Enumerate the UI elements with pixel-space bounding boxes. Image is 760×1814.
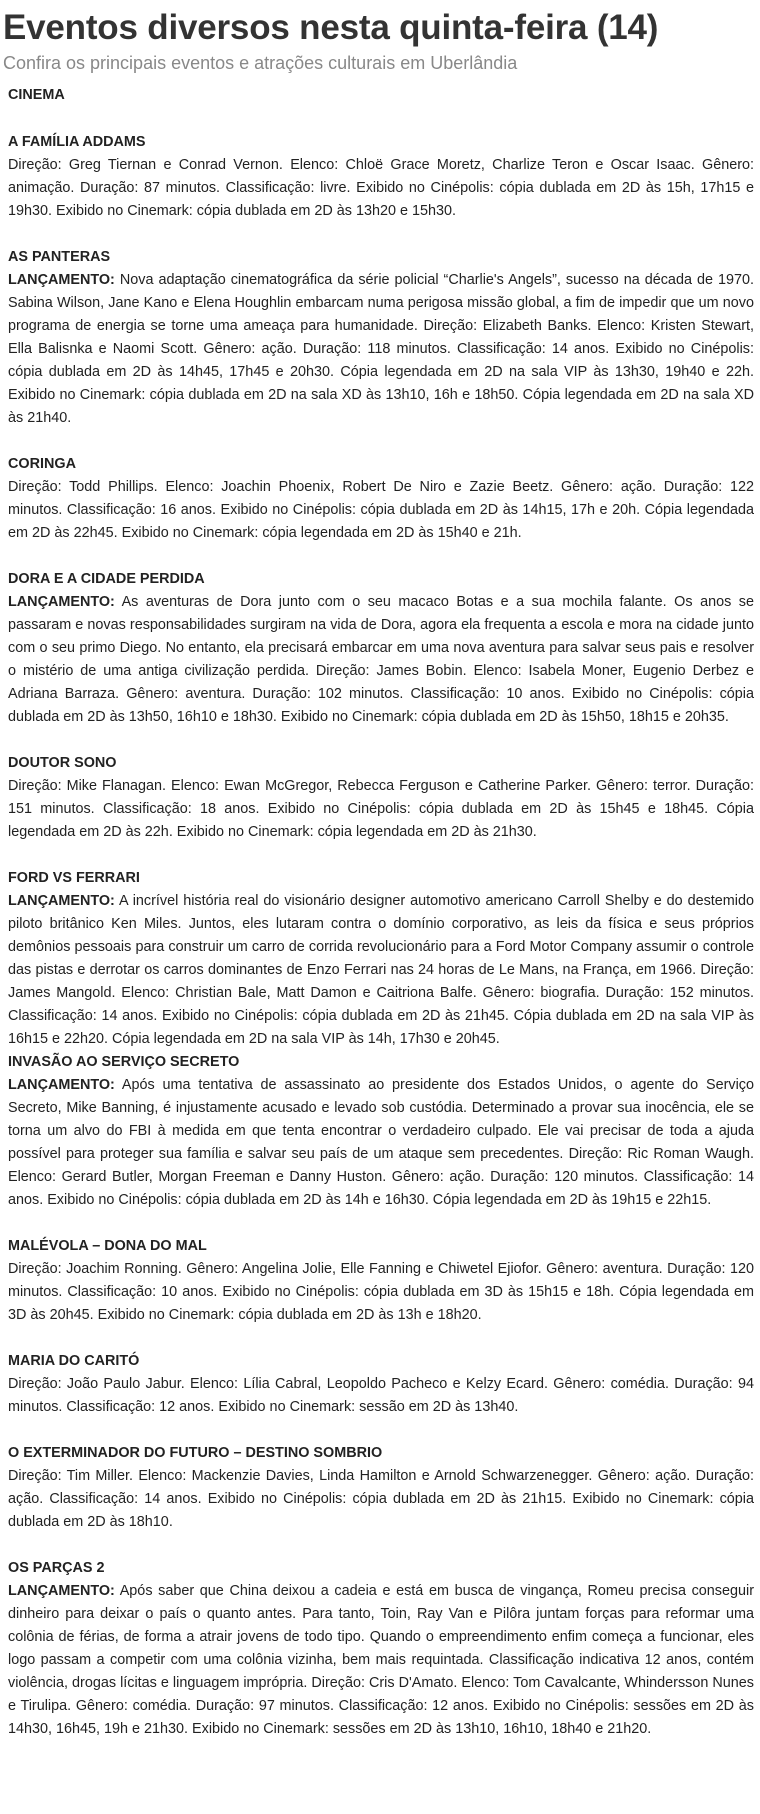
movie-description [8,1258,754,1327]
movie-entry [8,752,754,844]
movie-entry [8,1350,754,1419]
movie-text: Direção: Tim Miller. Elenco: Mackenzie Davies, Linda Hamilton e Arnold Schwarzenegger. Gênero: ação. Duração: ação. Classificação: 14 anos. Exibido no Cinépolis: cópia dublada em 2D às 21h15. Exibido no Cinemark: cópia dublada em 2D às 18h10. [8,1468,754,1530]
movie-title: O EXTERMINADOR DO FUTURO – DESTINO SOMBRIO [8,1445,383,1461]
movie-entry [8,453,754,545]
launch-label: LANÇAMENTO: [8,1077,115,1093]
movie-title: CORINGA [8,456,76,472]
movie-title: A FAMÍLIA ADDAMS [8,134,146,150]
movie-text: Após saber que China deixou a cadeia e está em busca de vingança, Romeu precisa conseguir dinheiro para deixar o país o quanto antes. Para tanto, Toin, Ray Van e Pilôra juntam forças para reformar uma colônia de férias, de forma a atrair jovens de todo tipo. Quando o empreendimento enfim começa a funcionar, eles logo passam a competir com uma colônia vizinha, bem mais requintada. Classificação indicativa 12 anos, contém violência, drogas lícitas e linguagem imprópria. Direção: Cris D'Amato. Elenco: Tom Cavalcante, Whindersson Nunes e Tirulipa. Gênero: comédia. Duração: 97 minutos. Classificação: 12 anos. Exibido no Cinépolis: sessões em 2D às 14h30, 16h45, 19h e 21h30. Exibido no Cinemark: sessões em 2D às 13h10, 16h10, 18h40 e 21h20. [8,1583,754,1737]
movie-title: DORA E A CIDADE PERDIDA [8,571,205,587]
movie-description [8,1465,754,1534]
movie-title: OS PARÇAS 2 [8,1560,105,1576]
launch-label: LANÇAMENTO: [8,893,115,909]
movie-description [8,1373,754,1419]
movie-text: Direção: Todd Phillips. Elenco: Joachin Phoenix, Robert De Niro e Zazie Beetz. Gênero: ação. Duração: 122 minutos. Classificação: 16 anos. Exibido no Cinépolis: cópia dublada em 2D às 14h15, 17h e 20h. Cópia legendada em 2D às 22h45. Exibido no Cinemark: cópia legendada em 2D às 15h40 e 21h. [8,479,754,541]
movie-entry [8,131,754,223]
movie-text: Direção: Greg Tiernan e Conrad Vernon. Elenco: Chloë Grace Moretz, Charlize Teron e Oscar Isaac. Gênero: animação. Duração: 87 minutos. Classificação: livre. Exibido no Cinépolis: cópia dublada em 2D às 15h, 17h15 e 19h30. Exibido no Cinemark: cópia dublada em 2D às 13h20 e 15h30. [8,157,754,219]
article-body [0,84,760,1741]
launch-label: LANÇAMENTO: [8,1583,115,1599]
movie-description [8,591,754,729]
section-title: CINEMA [8,87,65,103]
movie-text: Direção: Mike Flanagan. Elenco: Ewan McGregor, Rebecca Ferguson e Catherine Parker. Gênero: terror. Duração: 151 minutos. Classificação: 18 anos. Exibido no Cinépolis: cópia dublada em 2D às 15h45 e 18h45. Cópia legendada em 2D às 22h. Exibido no Cinemark: cópia legendada em 2D às 21h30. [8,778,754,840]
movie-description [8,269,754,430]
movie-text: Após uma tentativa de assassinato ao presidente dos Estados Unidos, o agente do Serviço Secreto, Mike Banning, é injustamente acusado e levado sob custódia. Determinado a provar sua inocência, ele se torna um alvo do FBI à medida em que tenta encontrar o verdadeiro culpado. Ele vai precisar de toda a ajuda possível para proteger sua família e salvar seu país de um ataque sem precedentes. Direção: Ric Roman Waugh. Elenco: Gerard Butler, Morgan Freeman e Danny Huston. Gênero: ação. Duração: 120 minutos. Classificação: 14 anos. Exibido no Cinépolis: cópia dublada em 2D às 14h e 16h30. Cópia legendada em 2D às 19h15 e 22h15. [8,1077,754,1208]
movie-text: Direção: João Paulo Jabur. Elenco: Lília Cabral, Leopoldo Pacheco e Kelzy Ecard. Gênero: comédia. Duração: 94 minutos. Classificação: 12 anos. Exibido no Cinemark: sessão em 2D às 13h40. [8,1376,754,1415]
launch-label: LANÇAMENTO: [8,272,115,288]
movie-entry [8,1557,754,1741]
movie-title: DOUTOR SONO [8,755,117,771]
movie-text: A incrível história real do visionário designer automotivo americano Carroll Shelby e do destemido piloto britânico Ken Miles. Juntos, eles lutaram contra o domínio corporativo, as leis da física e seus próprios demônios pessoais para construir um carro de corrida revolucionário para a Ford Motor Company assumir o controle das pistas e derrotar os carros dominantes de Enzo Ferrari nas 24 horas de Le Mans, na França, em 1966. Direção: James Mangold. Elenco: Christian Bale, Matt Damon e Caitriona Balfe. Gênero: biografia. Duração: 152 minutos. Classificação: 14 anos. Exibido no Cinépolis: cópia dublada em 2D às 21h45. Cópia dublada em 2D na sala VIP às 16h15 e 22h20. Cópia legendada em 2D na sala VIP às 14h, 17h30 e 20h45. [8,893,754,1047]
movie-entry [8,1235,754,1327]
subheadline: Confira os principais eventos e atrações culturais em Uberlândia [3,53,518,73]
movie-entry [8,246,754,430]
launch-label: LANÇAMENTO: [8,594,115,610]
movie-text: Nova adaptação cinematográfica da série policial “Charlie's Angels”, sucesso na década de 1970. Sabina Wilson, Jane Kano e Elena Houghlin embarcam numa perigosa missão global, a fim de impedir que um novo programa de energia se torne uma ameaça para humanidade. Direção: Elizabeth Banks. Elenco: Kristen Stewart, Ella Balisnka e Naomi Scott. Gênero: ação. Duração: 118 minutos. Classificação: 14 anos. Exibido no Cinépolis: cópia dublada em 2D às 14h45, 17h45 e 20h30. Cópia legendada em 2D na sala VIP às 13h30, 19h40 e 22h. Exibido no Cinemark: cópia dublada em 2D na sala XD às 13h10, 16h e 18h50. Cópia legendada em 2D na sala XD às 21h40. [8,272,754,426]
movie-title: MALÉVOLA – DONA DO MAL [8,1238,207,1254]
movie-description [8,1074,754,1212]
movie-entry [8,1442,754,1534]
movie-description [8,154,754,223]
movie-title: MARIA DO CARITÓ [8,1353,140,1369]
movie-title: INVASÃO AO SERVIÇO SECRETO [8,1054,240,1070]
movie-description [8,476,754,545]
movie-description [8,1580,754,1741]
movie-text: As aventuras de Dora junto com o seu macaco Botas e a sua mochila falante. Os anos se passaram e novas responsabilidades surgiram na vida de Dora, agora ela frequenta a escola e mora na cidade junto com o seu primo Diego. No entanto, ela precisará embarcar em uma nova aventura para salvar seus pais e resolver o mistério de uma antiga civilização perdida. Direção: James Bobin. Elenco: Isabela Moner, Eugenio Derbez e Adriana Barraza. Gênero: aventura. Duração: 102 minutos. Classificação: 10 anos. Exibido no Cinépolis: cópia dublada em 2D às 13h50, 16h10 e 18h30. Exibido no Cinemark: cópia dublada em 2D às 15h50, 18h15 e 20h35. [8,594,754,725]
movie-title: AS PANTERAS [8,249,111,265]
movie-entry [8,1051,754,1212]
movie-text: Direção: Joachim Ronning. Gênero: Angelina Jolie, Elle Fanning e Chiwetel Ejiofor. Gênero: aventura. Duração: 120 minutos. Classificação: 10 anos. Exibido no Cinépolis: cópia dublada em 3D às 15h15 e 18h. Cópia legendada em 3D às 20h45. Exibido no Cinemark: cópia dublada em 2D às 13h e 18h20. [8,1261,754,1323]
movie-description [8,775,754,844]
movie-title: FORD VS FERRARI [8,870,140,886]
movie-entry [8,867,754,1051]
headline: Eventos diversos nesta quinta-feira (14) [3,8,659,47]
movie-entry [8,568,754,729]
movie-description [8,890,754,1051]
